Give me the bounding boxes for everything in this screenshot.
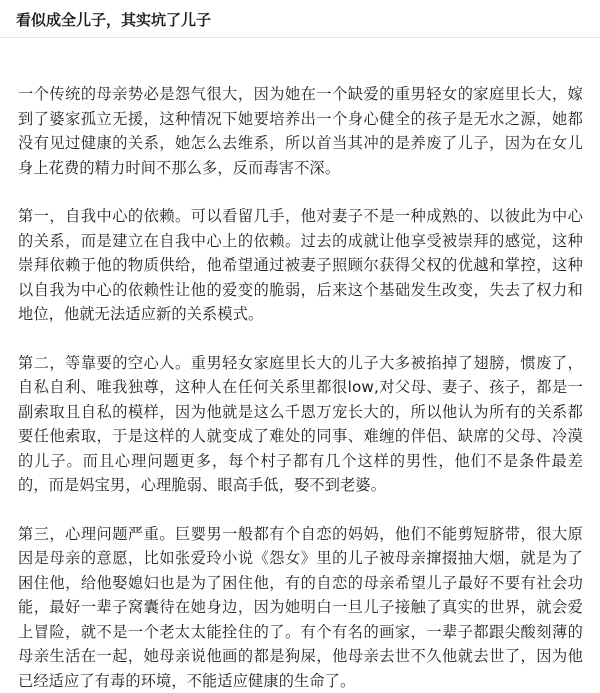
article-body: [18, 82, 583, 693]
paragraph-point-two: 第二，等靠要的空心人。重男轻女家庭里长大的儿子大多被掐掉了翅膀，惯废了，自私自利、唯我独尊，这种人在任何关系里都很low,对父母、妻子、孩子，都是一副索取且自私的模样，因为他就是这么千恩万宠长大的，所以他认为所有的关系都要任他索取，于是这样的人就变成了难处的同事、难缠的伴侣、缺席的父母、冷漠的儿子。而且心理问题更多，每个村子都有几个这样的男性，他们不是条件最差的，而是妈宝男，心理脆弱、眼高手低，娶不到老婆。: [18, 351, 583, 498]
paragraph-intro: 一个传统的母亲势必是怨气很大，因为她在一个缺爱的重男轻女的家庭里长大，嫁到了婆家孤立无援，这种情况下她要培养出一个身心健全的孩子是无水之源，她都没有见过健康的关系，她怎么去维系，所以首当其冲的是养废了儿子，因为在女儿身上花费的精力时间不那么多，反而毒害不深。: [18, 82, 583, 180]
article-title: 看似成全儿子，其实坑了儿子: [16, 9, 211, 30]
article-header: [0, 0, 600, 38]
paragraph-point-three: 第三，心理问题严重。巨婴男一般都有个自恋的妈妈，他们不能剪短脐带，很大原因是母亲的意愿，比如张爱玲小说《怨女》里的儿子被母亲撺掇抽大烟，就是为了困住他，给他娶媳妇也是为了困住他，有的自恋的母亲希望儿子最好不要有社会功能，最好一辈子窝囊待在她身边，因为她明白一旦儿子接触了真实的世界，就会爱上冒险，就不是一个老太太能拴住的了。有个有名的画家，一辈子都跟尖酸刻薄的母亲生活在一起，她母亲说他画的都是狗屎，他母亲去世不久他就去世了，因为他已经适应了有毒的环境，不能适应健康的生命了。: [18, 522, 583, 693]
paragraph-point-one: 第一，自我中心的依赖。可以看留几手，他对妻子不是一种成熟的、以彼此为中心的关系，而是建立在自我中心上的依赖。过去的成就让他享受被崇拜的感觉，这种崇拜依赖于他的物质供给，他希望通过被妻子照顾尔获得父权的优越和掌控，这种以自我为中心的依赖性让他的爱变的脆弱，后来这个基础发生改变，失去了权力和地位，他就无法适应新的关系模式。: [18, 204, 583, 327]
